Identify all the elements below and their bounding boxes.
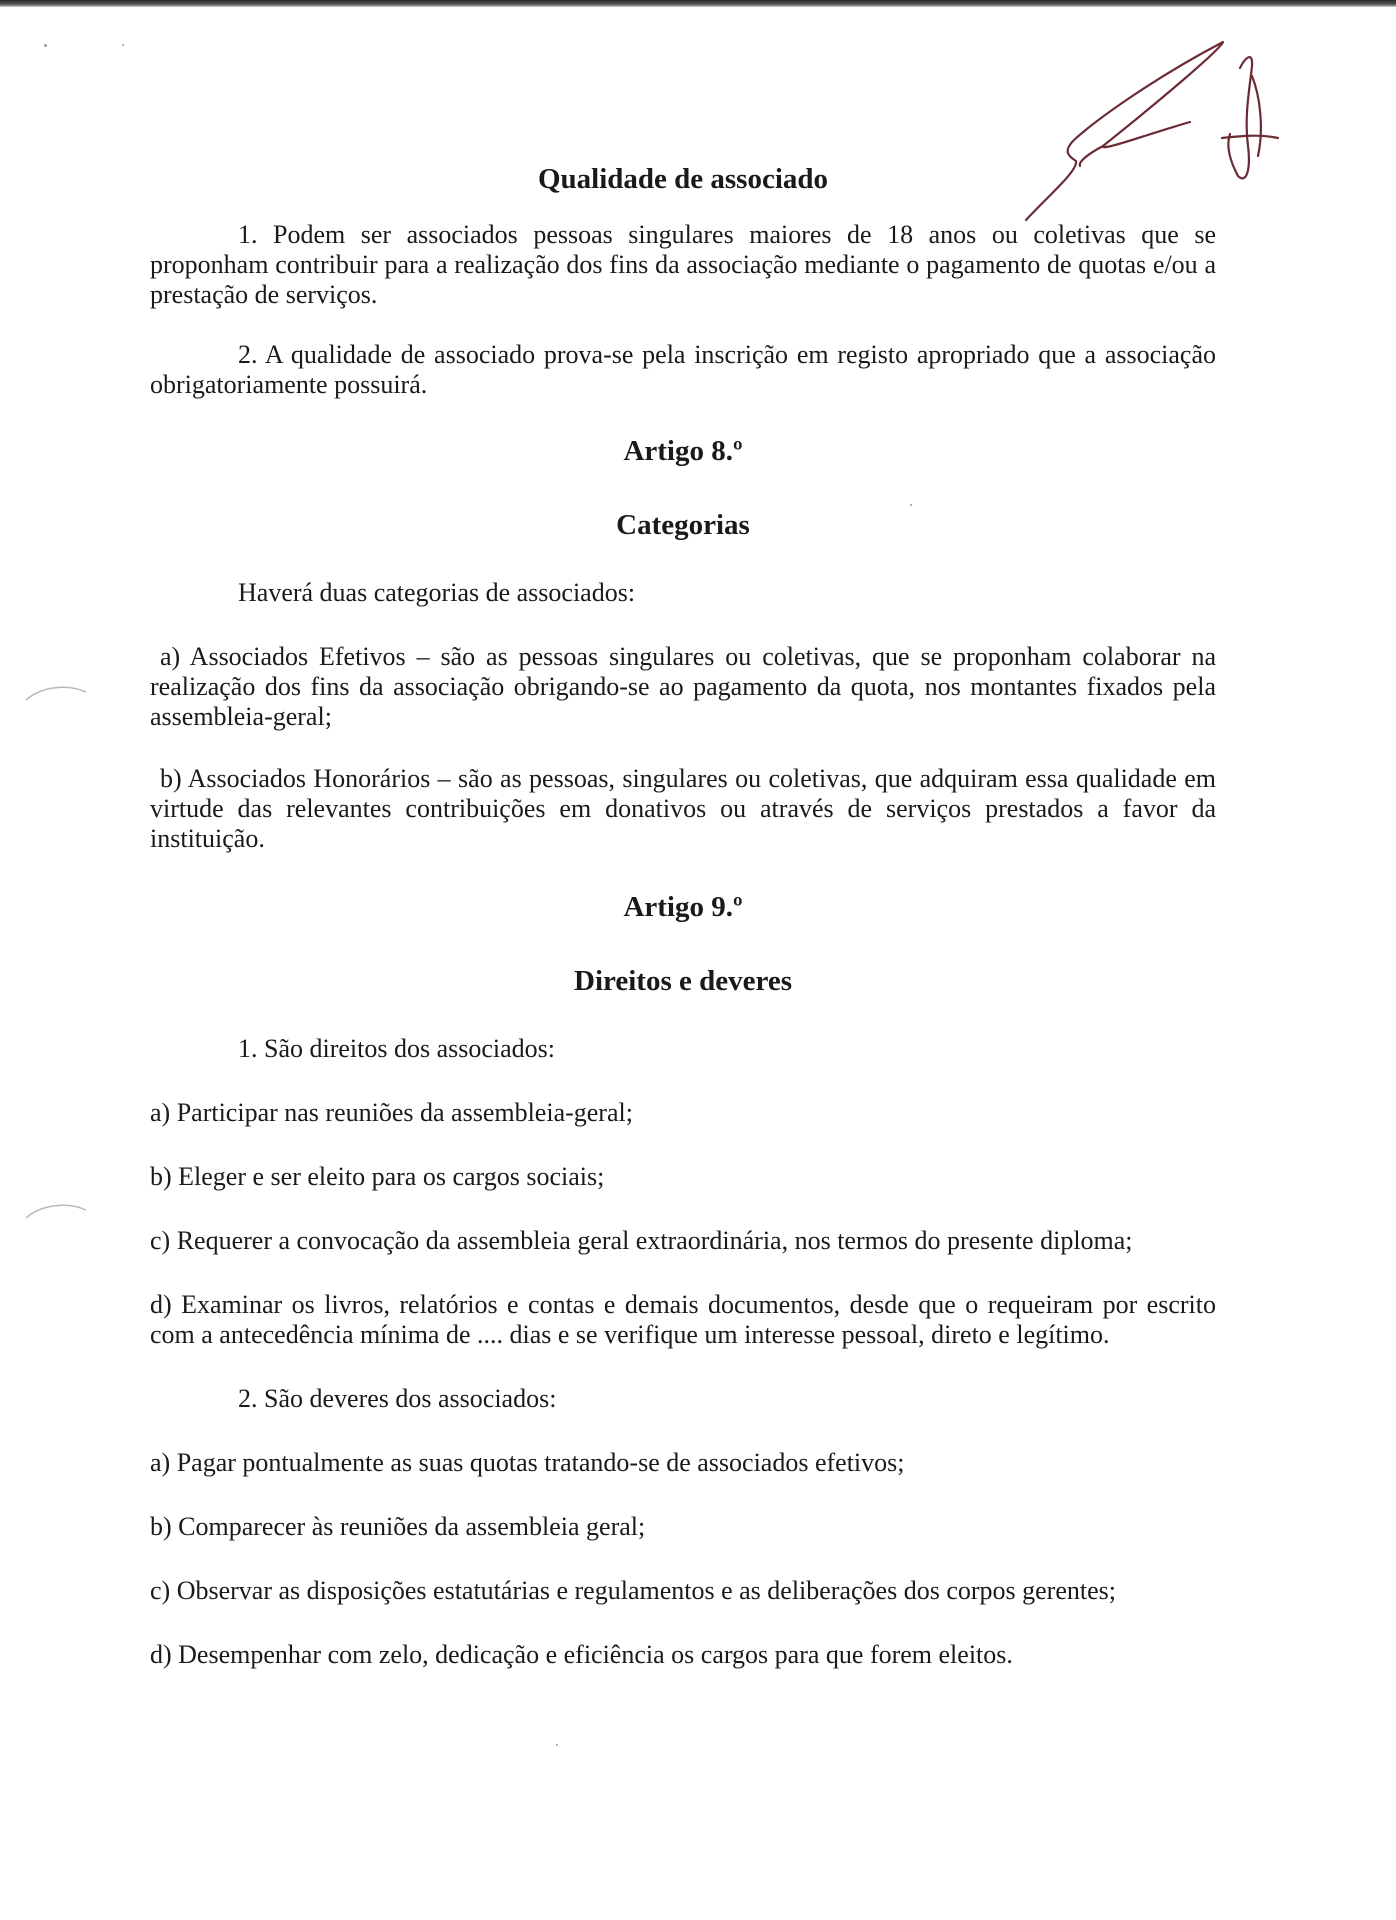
article-9-number: Artigo 9.º [623,891,743,923]
article-9-duty-c: c) Observar as disposições estatutárias e regulamentos e as deliberações dos corpos gerentes; [150,1576,1116,1605]
article-9-duty-a: a) Pagar pontualmente as suas quotas tratando-se de associados efetivos; [150,1448,905,1477]
article-9-duty-d: d) Desempenhar com zelo, dedicação e eficiência os cargos para que forem eleitos. [150,1640,1013,1669]
scan-speck [44,44,47,47]
punch-hole-mark [22,1198,92,1222]
article-9-right-c: c) Requerer a convocação da assembleia geral extraordinária, nos termos do presente diploma; [150,1226,1133,1255]
paragraph-qualidade-2: 2. A qualidade de associado prova-se pela inscrição em registo apropriado que a associação obrigatoriamente possuirá. [150,340,1216,399]
paragraph-qualidade-1: 1. Podem ser associados pessoas singulares maiores de 18 anos ou coletivas que se proponham contribuir para a realização dos fins da associação mediante o pagamento de quotas e/ou a prestação de serviços. [150,220,1216,309]
document-body [150,150,1216,1670]
scan-top-edge [0,0,1396,7]
section-title-qualidade: Qualidade de associado [537,163,829,195]
article-9-right-d: d) Examinar os livros, relatórios e contas e demais documentos, desde que o requeiram por escrito com a antecedência mínima de .... dias e se verifique um interesse pessoal, direto e legítimo. [150,1290,1216,1349]
article-9-rights-intro: 1. São direitos dos associados: [238,1034,556,1063]
article-8-item-a: a) Associados Efetivos – são as pessoas singulares ou coletivas, que se proponham colaborar na realização dos fins da associação obrigando-se ao pagamento da quota, nos montantes fixados pela assembleia-geral; [150,642,1216,731]
article-8-number: Artigo 8.º [623,435,743,467]
article-8-item-b: b) Associados Honorários – são as pessoas, singulares ou coletivas, que adquiram essa qualidade em virtude das relevantes contribuições em donativos ou através de serviços prestados a favor da instituição. [150,764,1216,853]
article-9-duties-intro: 2. São deveres dos associados: [238,1384,557,1413]
scan-speck [122,44,124,46]
article-8-intro: Haverá duas categorias de associados: [238,578,636,607]
article-9-duty-b: b) Comparecer às reuniões da assembleia geral; [150,1512,646,1541]
article-9-right-b: b) Eleger e ser eleito para os cargos sociais; [150,1162,605,1191]
article-8-title: Categorias [616,509,750,541]
article-9-title: Direitos e deveres [574,965,792,997]
punch-hole-mark [22,680,92,704]
scan-speck [556,1744,558,1746]
article-9-right-a: a) Participar nas reuniões da assembleia-geral; [150,1098,633,1127]
